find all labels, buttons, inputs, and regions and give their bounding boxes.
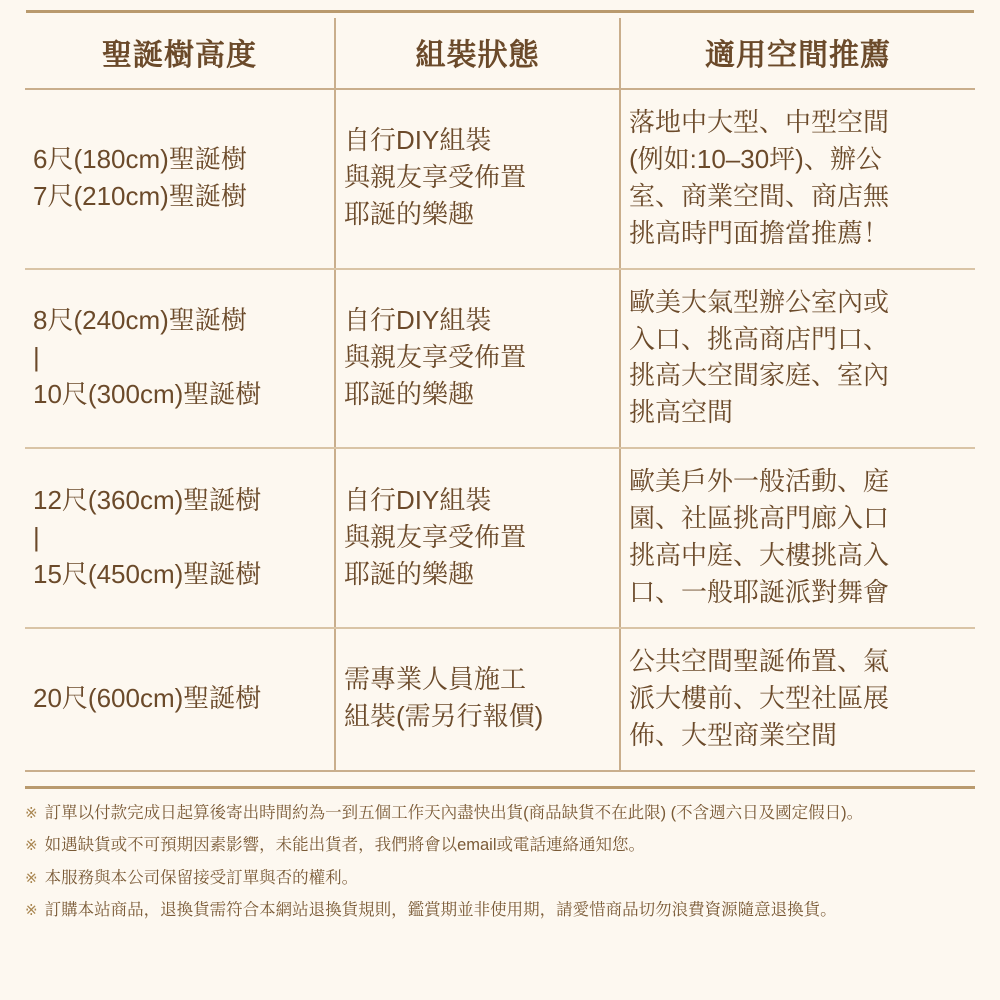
text-line: 需專業人員施工 xyxy=(344,664,527,695)
cell-assembly xyxy=(335,269,620,449)
text-line: 8尺(240cm)聖誕樹 xyxy=(33,305,247,336)
cell-assembly xyxy=(335,448,620,628)
note-text: 本服務與本公司保留接受訂單與否的權利。 xyxy=(44,868,359,887)
specification-table xyxy=(25,18,975,772)
text-line: 落地中大型、中型空間 xyxy=(629,107,890,137)
text-line: 自行DIY組裝 xyxy=(344,484,492,515)
table-row xyxy=(25,448,975,628)
text-line: 派大樓前、大型社區展 xyxy=(629,682,890,713)
text-line: 6尺(180cm)聖誕樹 xyxy=(33,143,247,174)
column-header-space: 適用空間推薦 xyxy=(620,18,975,89)
cell-height xyxy=(25,448,335,628)
text-line: 耶誕的樂趣 xyxy=(344,199,475,230)
note-item xyxy=(25,866,975,892)
cell-assembly xyxy=(335,89,620,269)
table-row xyxy=(25,89,975,269)
text-line: 自行DIY組裝 xyxy=(344,125,492,156)
cell-height xyxy=(25,269,335,449)
text-line: 7尺(210cm)聖誕樹 xyxy=(33,180,247,211)
note-item xyxy=(25,801,975,827)
text-line: 15尺(450cm)聖誕樹 xyxy=(33,558,262,589)
text-line: 公共空間聖誕佈置、氣 xyxy=(629,645,890,676)
cell-space xyxy=(620,448,975,628)
top-divider xyxy=(26,10,974,13)
text-line: 園、社區挑高門廊入口 xyxy=(629,503,890,534)
cell-height: 20尺(600cm)聖誕樹 xyxy=(25,628,335,771)
text-line: | xyxy=(33,341,40,372)
cell-space xyxy=(620,89,975,269)
notes-section xyxy=(25,786,975,931)
note-text: 如遇缺貨或不可預期因素影響，未能出貨者，我們將會以email或電話連絡通知您。 xyxy=(44,836,646,855)
text-line: 與親友享受佈置 xyxy=(344,341,527,372)
text-line: 組裝(需另行報價) xyxy=(344,701,544,732)
text-line: 12尺(360cm)聖誕樹 xyxy=(33,484,262,515)
text-line: 入口、挑高商店門口、 xyxy=(629,323,890,354)
note-text: 訂購本站商品，退換貨需符合本網站退換貨規則，鑑賞期並非使用期，請愛惜商品切勿浪費資源隨意退換貨。 xyxy=(44,901,837,920)
note-text: 訂單以付款完成日起算後寄出時間約為一到五個工作天內盡快出貨(商品缺貨不在此限) (不含週六日及國定假日)。 xyxy=(44,803,864,822)
text-line: 歐美大氣型辦公室內或 xyxy=(629,286,890,317)
note-bullet-icon: ※ xyxy=(25,869,38,887)
table-row xyxy=(25,269,975,449)
text-line: (例如:10–30坪)、辦公 xyxy=(629,143,882,174)
text-line: 與親友享受佈置 xyxy=(344,162,527,193)
text-line: 挑高空間 xyxy=(629,397,734,428)
cell-space xyxy=(620,628,975,771)
text-line: 耶誕的樂趣 xyxy=(344,558,475,589)
text-line: 自行DIY組裝 xyxy=(344,305,492,336)
text-line: 挑高大空間家庭、室內 xyxy=(629,360,890,391)
text-line: 耶誕的樂趣 xyxy=(344,378,475,409)
note-item xyxy=(25,833,975,859)
cell-height xyxy=(25,89,335,269)
note-item xyxy=(25,898,975,924)
table-header-row xyxy=(25,18,975,89)
text-line: 挑高時門面擔當推薦！ xyxy=(629,217,890,248)
column-header-height: 聖誕樹高度 xyxy=(25,18,335,89)
cell-space xyxy=(620,269,975,449)
text-line: 與親友享受佈置 xyxy=(344,521,527,552)
text-line: 佈、大型商業空間 xyxy=(629,719,838,750)
table-row xyxy=(25,628,975,771)
table-body xyxy=(25,89,975,771)
table-header xyxy=(25,18,975,89)
column-header-assembly: 組裝狀態 xyxy=(335,18,620,89)
text-line: 挑高中庭、大樓挑高入 xyxy=(629,540,890,571)
text-line: 口、一般耶誕派對舞會 xyxy=(629,576,890,607)
note-bullet-icon: ※ xyxy=(25,837,38,855)
note-bullet-icon: ※ xyxy=(25,804,38,822)
text-line: | xyxy=(33,521,40,552)
note-bullet-icon: ※ xyxy=(25,902,38,920)
text-line: 10尺(300cm)聖誕樹 xyxy=(33,378,262,409)
text-line: 歐美戶外一般活動、庭 xyxy=(629,466,890,497)
cell-assembly xyxy=(335,628,620,771)
text-line: 室、商業空間、商店無 xyxy=(629,180,890,211)
